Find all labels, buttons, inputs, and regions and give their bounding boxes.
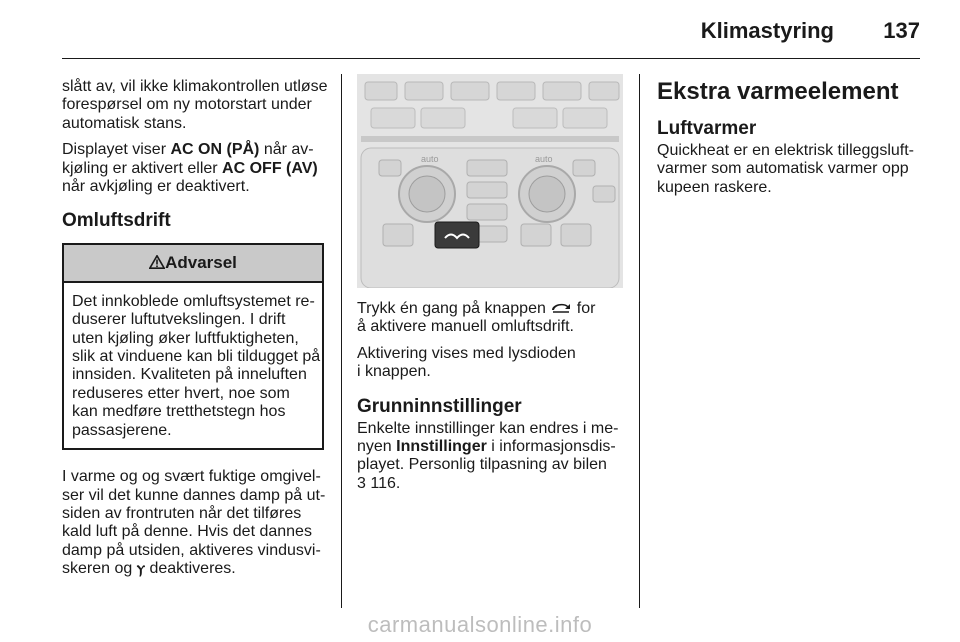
page-number: 137	[883, 18, 920, 43]
basic-settings-paragraph: Enkelte innstillinger kan endres i me- nyen Innstillinger i informasjonsdis- playet. Personlig tilpasning av bilen 3 116.	[357, 420, 627, 494]
quickheat-paragraph: Quickheat er en elektrisk tilleggsluft- varmer som automatisk varmer opp kupeen raskere.	[657, 142, 914, 196]
warning-title: Advarsel	[165, 252, 237, 272]
ac-on-label: AC ON (PÅ)	[170, 141, 260, 159]
section-heading-basic-settings: Grunninnstillinger	[357, 395, 522, 417]
text-line: slått av, vil ikke klimakontrollen utløse	[62, 78, 328, 95]
page-header-title: Klimastyring	[700, 18, 834, 43]
warning-triangle-icon	[149, 255, 165, 269]
subheading-air-heater: Luftvarmer	[657, 118, 757, 139]
text-line: forespørsel om ny motorstart under	[62, 96, 312, 114]
led-paragraph: Aktivering vises med lysdioden i knappen.	[357, 344, 576, 381]
section-heading-extra-heater: Ekstra varmeelement	[657, 78, 899, 105]
warning-box	[62, 243, 324, 450]
recirculation-icon	[550, 302, 572, 314]
auto-label: auto	[421, 154, 439, 164]
settings-menu-label: Innstillinger	[396, 438, 487, 456]
warning-header	[64, 245, 322, 283]
auto-label: auto	[535, 154, 553, 164]
reference-arrow-icon: 3	[357, 474, 366, 492]
column-divider	[639, 74, 640, 608]
display-paragraph: Displayet viser AC ON (PÅ) når av- kjøling er aktivert eller AC OFF (AV) når avkjøling er deaktivert.	[62, 141, 318, 196]
recirculation-button-highlight	[435, 222, 479, 248]
warning-body: Det innkoblede omluftsystemet re- duserer luftutvekslingen. I drift uten kjøling øker luftfuktigheten, slik at vinduene kan bli tildugget på innsiden. Kvaliteten på inneluften reduseres etter hvert, noe som kan medføre tretthetstegn hos passasjerene.	[72, 292, 321, 439]
column-divider	[341, 74, 342, 608]
humidity-paragraph: I varme og og svært fuktige omgivel- ser vil det kunne dannes damp på ut- siden av frontruten når det tilføres kald luft på denne. Hvis det dannes damp på utsiden, aktiveres vindusvi- skeren og ⲩ deaktiveres.	[62, 468, 326, 578]
ac-off-label: AC OFF (AV)	[222, 159, 318, 177]
press-paragraph: Trykk én gang på knappen for å aktivere manuell omluftsdrift.	[357, 300, 596, 336]
page-reference[interactable]: 3 116.	[357, 474, 401, 492]
right-column	[657, 78, 927, 205]
climate-control-photo	[357, 74, 623, 288]
header-rule	[62, 58, 920, 59]
section-heading-recirculation: Omluftsdrift	[62, 210, 171, 232]
text-line: automatisk stans.	[62, 114, 187, 132]
climate-panel-illustration	[357, 74, 623, 288]
left-column	[62, 78, 328, 587]
middle-column	[357, 300, 627, 501]
intro-paragraph	[62, 78, 328, 133]
watermark: carmanualsonline.info	[367, 612, 593, 637]
wiper-icon: ⲩ	[136, 560, 146, 578]
